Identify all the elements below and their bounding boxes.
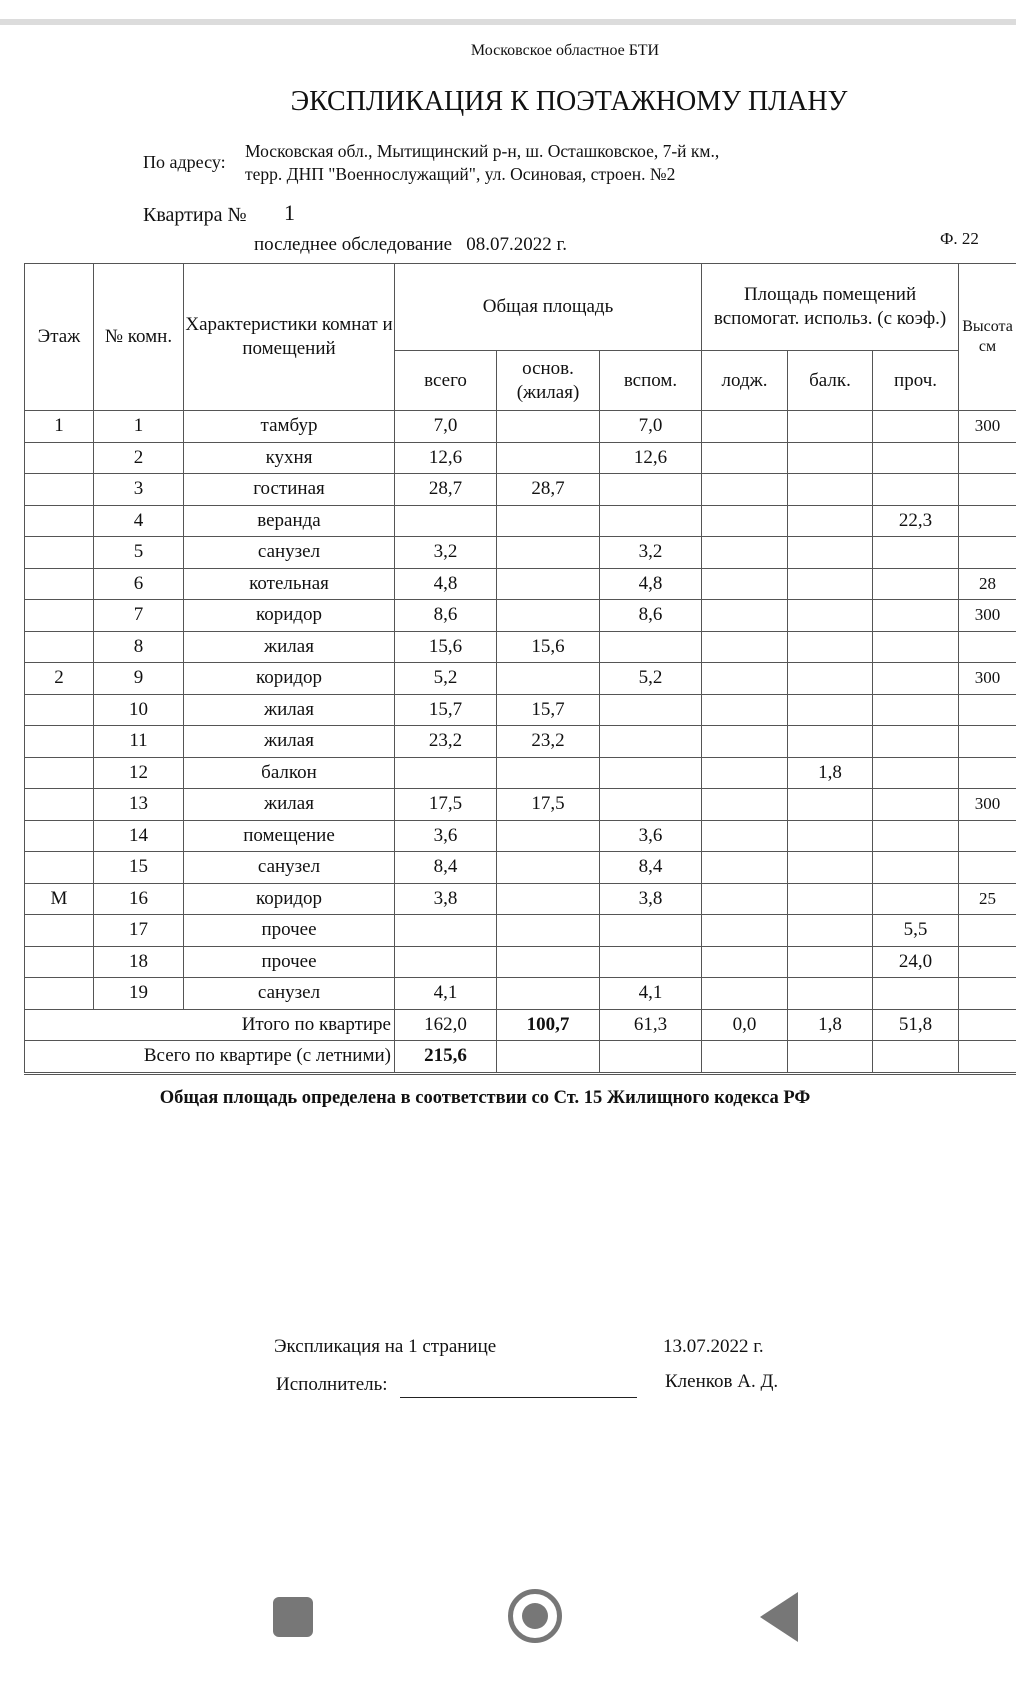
cell-loggia <box>702 411 788 443</box>
header-characteristics: Характеристики комнат и помещений <box>184 264 395 411</box>
cell-loggia <box>702 663 788 695</box>
cell-loggia <box>702 474 788 506</box>
cell-loggia <box>702 852 788 884</box>
cell-height <box>959 537 1016 569</box>
cell-balcony <box>788 820 873 852</box>
cell-height <box>959 726 1016 758</box>
cell-other <box>873 978 959 1010</box>
cell-room-no: 12 <box>94 757 184 789</box>
cell-floor <box>25 505 94 537</box>
cell-loggia <box>702 1041 788 1074</box>
cell-other <box>873 600 959 632</box>
cell-room-no: 18 <box>94 946 184 978</box>
cell-main: 23,2 <box>497 726 600 758</box>
cell-room-name: кухня <box>184 442 395 474</box>
cell-main <box>497 505 600 537</box>
cell-height <box>959 474 1016 506</box>
address-line-2: терр. ДНП "Военнослужащий", ул. Осиновая, строен. №2 <box>245 164 676 184</box>
cell-room-no: 17 <box>94 915 184 947</box>
cell-total: 162,0 <box>395 1009 497 1041</box>
cell-room-name: котельная <box>184 568 395 600</box>
cell-balcony <box>788 411 873 443</box>
explication-table <box>24 263 1016 1075</box>
cell-total: 15,7 <box>395 694 497 726</box>
cell-floor <box>25 442 94 474</box>
cell-main <box>497 1041 600 1074</box>
cell-total: 4,1 <box>395 978 497 1010</box>
cell-balcony <box>788 505 873 537</box>
cell-balcony <box>788 789 873 821</box>
cell-main: 100,7 <box>497 1009 600 1041</box>
cell-total <box>395 915 497 947</box>
header-balcony: балк. <box>788 351 873 411</box>
table-row <box>25 883 1016 915</box>
cell-other <box>873 694 959 726</box>
cell-floor <box>25 726 94 758</box>
cell-room-name: жилая <box>184 726 395 758</box>
cell-floor <box>25 631 94 663</box>
cell-main <box>497 915 600 947</box>
address-line-1: Московская обл., Мытищинский р-н, ш. Осташковское, 7-й км., <box>245 141 720 161</box>
cell-total: 28,7 <box>395 474 497 506</box>
header-total: всего <box>395 351 497 411</box>
cell-other <box>873 789 959 821</box>
cell-floor <box>25 852 94 884</box>
survey-date: последнее обследование 08.07.2022 г. <box>254 234 567 255</box>
cell-room-no: 1 <box>94 411 184 443</box>
table-row <box>25 442 1016 474</box>
cell-other <box>873 442 959 474</box>
cell-room-name: санузел <box>184 537 395 569</box>
cell-aux: 4,1 <box>600 978 702 1010</box>
cell-main <box>497 852 600 884</box>
cell-balcony <box>788 537 873 569</box>
header-aux: вспом. <box>600 351 702 411</box>
cell-aux: 8,4 <box>600 852 702 884</box>
cell-balcony <box>788 946 873 978</box>
cell-aux: 3,6 <box>600 820 702 852</box>
back-icon[interactable] <box>760 1592 798 1642</box>
cell-room-name: помещение <box>184 820 395 852</box>
cell-aux: 61,3 <box>600 1009 702 1041</box>
recent-apps-icon[interactable] <box>273 1597 313 1637</box>
table-row <box>25 631 1016 663</box>
subtotal-row <box>25 1009 1016 1041</box>
executor-label: Исполнитель: <box>276 1374 388 1395</box>
cell-room-no: 13 <box>94 789 184 821</box>
cell-total: 215,6 <box>395 1041 497 1074</box>
cell-loggia <box>702 946 788 978</box>
cell-loggia <box>702 978 788 1010</box>
cell-room-no: 8 <box>94 631 184 663</box>
cell-loggia: 0,0 <box>702 1009 788 1041</box>
cell-main: 28,7 <box>497 474 600 506</box>
cell-other <box>873 568 959 600</box>
cell-aux: 7,0 <box>600 411 702 443</box>
scroll-top-bar <box>0 19 1016 25</box>
cell-height: 25 <box>959 883 1016 915</box>
cell-floor <box>25 757 94 789</box>
table-row <box>25 568 1016 600</box>
cell-floor <box>25 789 94 821</box>
organization-name: Московское областное БТИ <box>470 42 660 59</box>
cell-main <box>497 411 600 443</box>
cell-floor <box>25 694 94 726</box>
cell-other <box>873 883 959 915</box>
cell-total: 23,2 <box>395 726 497 758</box>
cell-height <box>959 1041 1016 1074</box>
cell-balcony: 1,8 <box>788 757 873 789</box>
subtotal-row-label: Итого по квартире <box>25 1009 395 1041</box>
cell-other <box>873 852 959 884</box>
cell-floor <box>25 978 94 1010</box>
cell-aux <box>600 946 702 978</box>
cell-room-no: 4 <box>94 505 184 537</box>
cell-height <box>959 1009 1016 1041</box>
cell-height: 300 <box>959 411 1016 443</box>
table-row <box>25 915 1016 947</box>
cell-aux <box>600 726 702 758</box>
issue-date: 13.07.2022 г. <box>663 1336 764 1357</box>
cell-loggia <box>702 883 788 915</box>
cell-room-name: балкон <box>184 757 395 789</box>
cell-aux <box>600 915 702 947</box>
cell-aux: 4,8 <box>600 568 702 600</box>
cell-loggia <box>702 820 788 852</box>
page-count: Экспликация на 1 странице <box>274 1336 497 1357</box>
cell-room-no: 2 <box>94 442 184 474</box>
cell-floor: М <box>25 883 94 915</box>
grand-total-row-label: Всего по квартире (с летними) <box>25 1041 395 1074</box>
cell-room-no: 6 <box>94 568 184 600</box>
cell-balcony <box>788 1041 873 1074</box>
cell-room-no: 3 <box>94 474 184 506</box>
cell-main <box>497 757 600 789</box>
cell-room-name: гостиная <box>184 474 395 506</box>
cell-floor <box>25 820 94 852</box>
cell-other <box>873 631 959 663</box>
cell-balcony <box>788 915 873 947</box>
table-row <box>25 505 1016 537</box>
cell-other: 22,3 <box>873 505 959 537</box>
cell-loggia <box>702 789 788 821</box>
cell-floor: 1 <box>25 411 94 443</box>
cell-main <box>497 883 600 915</box>
cell-room-no: 5 <box>94 537 184 569</box>
cell-balcony <box>788 883 873 915</box>
cell-loggia <box>702 694 788 726</box>
cell-room-name: коридор <box>184 883 395 915</box>
cell-room-name: тамбур <box>184 411 395 443</box>
cell-loggia <box>702 537 788 569</box>
table-row <box>25 663 1016 695</box>
cell-main <box>497 537 600 569</box>
cell-other <box>873 757 959 789</box>
table-row <box>25 411 1016 443</box>
cell-total: 5,2 <box>395 663 497 695</box>
cell-aux: 3,2 <box>600 537 702 569</box>
cell-total: 8,4 <box>395 852 497 884</box>
cell-room-no: 10 <box>94 694 184 726</box>
cell-floor <box>25 568 94 600</box>
cell-other <box>873 537 959 569</box>
cell-total: 15,6 <box>395 631 497 663</box>
table-row <box>25 820 1016 852</box>
cell-height <box>959 442 1016 474</box>
header-aux-area: Площадь помещений вспомогат. использ. (с коэф.) <box>702 264 959 351</box>
cell-room-name: жилая <box>184 631 395 663</box>
cell-room-no: 9 <box>94 663 184 695</box>
cell-room-name: коридор <box>184 663 395 695</box>
cell-total <box>395 757 497 789</box>
cell-height <box>959 757 1016 789</box>
cell-balcony <box>788 600 873 632</box>
cell-main <box>497 946 600 978</box>
cell-aux <box>600 694 702 726</box>
cell-loggia <box>702 568 788 600</box>
table-row <box>25 726 1016 758</box>
table-row <box>25 474 1016 506</box>
header-loggia: лодж. <box>702 351 788 411</box>
cell-floor <box>25 537 94 569</box>
cell-aux <box>600 474 702 506</box>
cell-total <box>395 505 497 537</box>
cell-other <box>873 726 959 758</box>
cell-height <box>959 820 1016 852</box>
cell-floor <box>25 946 94 978</box>
table-row <box>25 600 1016 632</box>
cell-loggia <box>702 505 788 537</box>
cell-loggia <box>702 600 788 632</box>
cell-floor: 2 <box>25 663 94 695</box>
executor-name: Кленков А. Д. <box>665 1371 779 1392</box>
cell-height <box>959 946 1016 978</box>
cell-main <box>497 663 600 695</box>
document-title: ЭКСПЛИКАЦИЯ К ПОЭТАЖНОМУ ПЛАНУ <box>290 86 848 117</box>
cell-balcony <box>788 726 873 758</box>
cell-room-name: коридор <box>184 600 395 632</box>
table-row <box>25 978 1016 1010</box>
cell-height <box>959 631 1016 663</box>
header-other: проч. <box>873 351 959 411</box>
cell-total <box>395 946 497 978</box>
cell-height <box>959 852 1016 884</box>
cell-height <box>959 694 1016 726</box>
legal-note: Общая площадь определена в соответствии со Ст. 15 Жилищного кодекса РФ <box>159 1088 811 1108</box>
cell-aux <box>600 757 702 789</box>
cell-total: 8,6 <box>395 600 497 632</box>
cell-height: 300 <box>959 663 1016 695</box>
cell-other <box>873 411 959 443</box>
header-floor: Этаж <box>25 264 94 411</box>
cell-main: 17,5 <box>497 789 600 821</box>
cell-balcony <box>788 631 873 663</box>
cell-loggia <box>702 757 788 789</box>
table-row <box>25 852 1016 884</box>
cell-aux <box>600 631 702 663</box>
cell-floor <box>25 915 94 947</box>
cell-room-no: 14 <box>94 820 184 852</box>
cell-height <box>959 915 1016 947</box>
cell-main: 15,7 <box>497 694 600 726</box>
cell-room-no: 11 <box>94 726 184 758</box>
cell-aux <box>600 789 702 821</box>
cell-room-name: веранда <box>184 505 395 537</box>
apartment-number: 1 <box>284 200 295 225</box>
cell-loggia <box>702 442 788 474</box>
table-row <box>25 946 1016 978</box>
cell-room-no: 15 <box>94 852 184 884</box>
cell-other <box>873 820 959 852</box>
table-row <box>25 537 1016 569</box>
cell-aux <box>600 1041 702 1074</box>
grand-total-row <box>25 1041 1016 1074</box>
cell-main <box>497 978 600 1010</box>
cell-balcony: 1,8 <box>788 1009 873 1041</box>
header-main: основ. (жилая) <box>497 351 600 411</box>
cell-balcony <box>788 568 873 600</box>
cell-total: 3,2 <box>395 537 497 569</box>
apartment-label: Квартира № <box>143 204 247 226</box>
cell-height <box>959 978 1016 1010</box>
cell-height <box>959 505 1016 537</box>
signature-line <box>400 1397 637 1398</box>
header-height: Высота см <box>959 264 1016 411</box>
address-label: По адресу: <box>143 152 226 172</box>
cell-aux: 3,8 <box>600 883 702 915</box>
form-number: Ф. 22 <box>940 229 979 248</box>
cell-room-name: санузел <box>184 978 395 1010</box>
cell-balcony <box>788 852 873 884</box>
cell-balcony <box>788 663 873 695</box>
cell-floor <box>25 474 94 506</box>
cell-balcony <box>788 694 873 726</box>
cell-other: 5,5 <box>873 915 959 947</box>
cell-main: 15,6 <box>497 631 600 663</box>
home-icon[interactable] <box>508 1589 562 1643</box>
cell-loggia <box>702 631 788 663</box>
cell-balcony <box>788 442 873 474</box>
cell-room-no: 16 <box>94 883 184 915</box>
cell-room-name: жилая <box>184 789 395 821</box>
cell-room-name: санузел <box>184 852 395 884</box>
cell-other: 51,8 <box>873 1009 959 1041</box>
cell-main <box>497 568 600 600</box>
cell-height: 300 <box>959 600 1016 632</box>
cell-room-name: прочее <box>184 946 395 978</box>
cell-balcony <box>788 474 873 506</box>
cell-loggia <box>702 726 788 758</box>
header-room-no: № комн. <box>94 264 184 411</box>
cell-other <box>873 1041 959 1074</box>
cell-floor <box>25 600 94 632</box>
cell-height: 28 <box>959 568 1016 600</box>
table-row <box>25 789 1016 821</box>
header-total-area: Общая площадь <box>395 264 702 351</box>
cell-room-no: 7 <box>94 600 184 632</box>
cell-total: 4,8 <box>395 568 497 600</box>
cell-total: 17,5 <box>395 789 497 821</box>
cell-room-name: прочее <box>184 915 395 947</box>
cell-height: 300 <box>959 789 1016 821</box>
cell-aux: 5,2 <box>600 663 702 695</box>
table-row <box>25 757 1016 789</box>
cell-total: 7,0 <box>395 411 497 443</box>
cell-total: 12,6 <box>395 442 497 474</box>
cell-balcony <box>788 978 873 1010</box>
cell-aux <box>600 505 702 537</box>
cell-room-name: жилая <box>184 694 395 726</box>
cell-total: 3,6 <box>395 820 497 852</box>
cell-main <box>497 442 600 474</box>
table-row <box>25 694 1016 726</box>
cell-total: 3,8 <box>395 883 497 915</box>
cell-loggia <box>702 915 788 947</box>
cell-main <box>497 600 600 632</box>
cell-aux: 12,6 <box>600 442 702 474</box>
cell-other: 24,0 <box>873 946 959 978</box>
cell-main <box>497 820 600 852</box>
cell-other <box>873 474 959 506</box>
cell-room-no: 19 <box>94 978 184 1010</box>
cell-other <box>873 663 959 695</box>
cell-aux: 8,6 <box>600 600 702 632</box>
